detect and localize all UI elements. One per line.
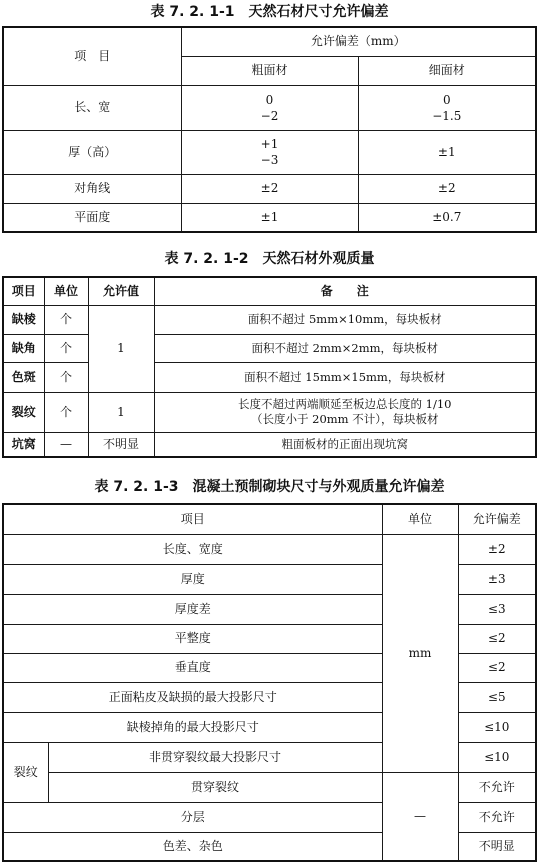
row-allow: ±2	[458, 534, 536, 564]
header-unit: 单位	[382, 504, 458, 534]
row-allow: 不明显	[88, 432, 154, 457]
row-rough-value: +1 −3	[181, 130, 358, 174]
row-note: 面积不超过 15mm×15mm，每块板材	[154, 362, 536, 392]
row-item: 缺角	[3, 334, 44, 362]
row-note: 长度不超过两端顺延至板边总长度的 1/10 （长度小于 20mm 不计），每块板材	[154, 392, 536, 432]
table-row	[3, 85, 536, 130]
row-item: 正面粘皮及缺损的最大投影尺寸	[3, 682, 382, 712]
header-tolerance: 允许偏差（mm）	[181, 27, 536, 56]
table1-title: 表 7. 2. 1-1 天然石材尺寸允许偏差	[150, 4, 389, 20]
row-allow: ≤2	[458, 653, 536, 682]
table-row	[3, 432, 536, 457]
row-item: 厚度	[3, 564, 382, 594]
header-note: 备 注	[154, 277, 536, 305]
row-fine-value: ±1	[358, 130, 536, 174]
row-item: 色斑	[3, 362, 44, 392]
table-row	[3, 130, 536, 174]
row-allow: ±3	[458, 564, 536, 594]
stone-appearance-quality-table	[2, 276, 537, 458]
row-unit: —	[44, 432, 88, 457]
header-item: 项 目	[3, 27, 181, 85]
row-allow: ≤3	[458, 594, 536, 624]
table-row	[3, 534, 536, 564]
row-item: 长、宽	[3, 85, 181, 130]
table3-title: 表 7. 2. 1-3 混凝土预制砌块尺寸与外观质量允许偏差	[94, 479, 445, 495]
header-rough: 粗面材	[181, 56, 358, 85]
row-item: 厚度差	[3, 594, 382, 624]
row-allow: 不明显	[458, 832, 536, 861]
row-item: 坑窝	[3, 432, 44, 457]
row-item: 平面度	[3, 203, 181, 232]
row-rough-value: ±2	[181, 174, 358, 203]
table-row	[3, 334, 536, 362]
row-unit: 个	[44, 305, 88, 334]
row-rough-value: ±1	[181, 203, 358, 232]
row-item: 色差、杂色	[3, 832, 382, 861]
crack-label: 裂纹	[3, 742, 48, 802]
row-item: 贯穿裂纹	[48, 772, 382, 802]
row-allow: 不允许	[458, 802, 536, 832]
row-unit: 个	[44, 362, 88, 392]
table2-title: 表 7. 2. 1-2 天然石材外观质量	[164, 251, 375, 267]
table-row	[3, 305, 536, 334]
table-row	[3, 392, 536, 432]
header-allow: 允许偏差	[458, 504, 536, 534]
row-fine-value: ±2	[358, 174, 536, 203]
unit-mm: mm	[382, 534, 458, 772]
merged-allow-value: 1	[88, 305, 154, 392]
row-fine-value: 0 −1.5	[358, 85, 536, 130]
row-item: 分层	[3, 802, 382, 832]
row-unit: 个	[44, 334, 88, 362]
row-item: 垂直度	[3, 653, 382, 682]
row-allow: ≤10	[458, 742, 536, 772]
unit-dash: —	[382, 772, 458, 861]
header-fine: 细面材	[358, 56, 536, 85]
row-item: 平整度	[3, 624, 382, 653]
row-item: 非贯穿裂纹最大投影尺寸	[48, 742, 382, 772]
row-note: 面积不超过 5mm×10mm，每块板材	[154, 305, 536, 334]
row-allow: ≤5	[458, 682, 536, 712]
header-unit: 单位	[44, 277, 88, 305]
row-allow: 不允许	[458, 772, 536, 802]
row-note: 粗面板材的正面出现坑窝	[154, 432, 536, 457]
row-allow: 1	[88, 392, 154, 432]
row-item: 裂纹	[3, 392, 44, 432]
header-item: 项目	[3, 277, 44, 305]
row-rough-value: 0 −2	[181, 85, 358, 130]
table-row	[3, 772, 536, 802]
row-unit: 个	[44, 392, 88, 432]
table-row	[3, 362, 536, 392]
row-item: 厚（高）	[3, 130, 181, 174]
row-note: 面积不超过 2mm×2mm，每块板材	[154, 334, 536, 362]
row-fine-value: ±0.7	[358, 203, 536, 232]
row-item: 缺棱掉角的最大投影尺寸	[3, 712, 382, 742]
row-item: 对角线	[3, 174, 181, 203]
table-row	[3, 203, 536, 232]
table-row	[3, 174, 536, 203]
row-allow: ≤10	[458, 712, 536, 742]
header-item: 项目	[3, 504, 382, 534]
header-allow: 允许值	[88, 277, 154, 305]
concrete-block-tolerance-table	[2, 503, 537, 862]
row-item: 长度、宽度	[3, 534, 382, 564]
stone-dimension-tolerance-table	[2, 26, 537, 233]
row-allow: ≤2	[458, 624, 536, 653]
row-item: 缺棱	[3, 305, 44, 334]
